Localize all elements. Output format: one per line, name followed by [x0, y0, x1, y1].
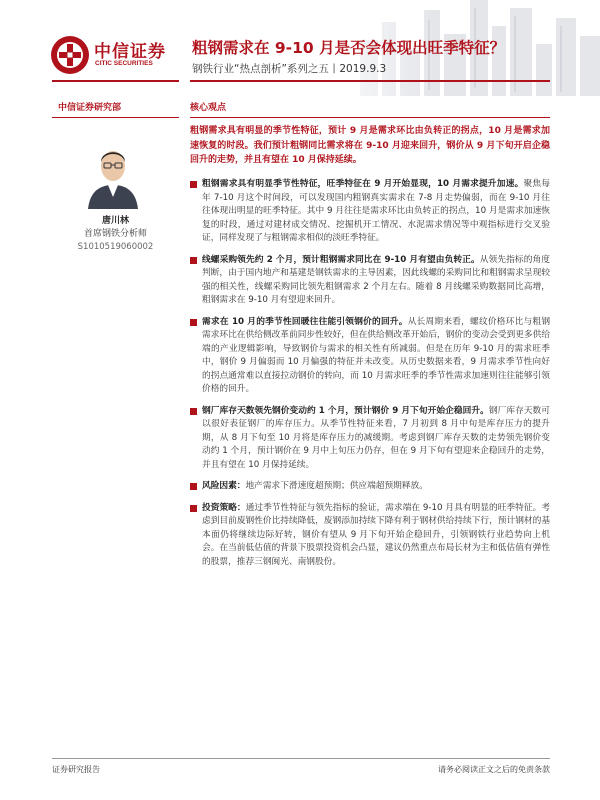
bullet-lead: 粗钢需求具有明显季节性特征，旺季特征在 9 月开始显现，10 月需求提升加速。: [202, 179, 524, 189]
bullet-text: 从领先指标的角度判断，由于国内地产和基建是钢铁需求的主导因素，因此线螺的采购同比和粗钢需求呈现较强的相关性，线螺采购同比领先粗钢需求 2 个月左右。随着 8 月线螺采购数据同比高增，粗钢需求在 9-10 月有望迎来回升。: [202, 254, 550, 305]
bullet-lead: 需求在 10 月的季节性回暖往往能引领钢价的回升。: [202, 316, 408, 327]
core-view-label: 核心观点: [190, 103, 227, 113]
bullet-square-icon: [190, 257, 197, 264]
bullet-item: [190, 405, 550, 473]
header-divider-left: [52, 80, 179, 82]
logo-chinese-text: 中信证券: [94, 42, 166, 62]
citic-logo: [50, 33, 180, 77]
bullet-lead: 线螺采购领先约 2 个月，预计粗钢需求同比在 9-10 月有望由负转正。: [202, 254, 480, 265]
bullet-text: 地产需求下滑速度超预期；供应端超预期释放。: [245, 481, 428, 491]
bullet-lead: 风险因素：: [202, 481, 246, 491]
bullet-item: [190, 178, 550, 246]
bullet-text: 钢厂库存天数可以很好表征钢厂的库存压力。从季节性特征来看，7 月初到 8 月中旬是库存压力的提升期，从 8 月下旬至 10 月将是库存压力的减缓期。考虑到钢厂库存天数的走势领先钢价变动约 1 个月，预计钢价在 9 月中上旬压力仍存，但在 9 月下旬有望迎来企稳回升的走势，并且有望在 10 月保持延续。: [202, 405, 550, 470]
bullet-item: [190, 254, 550, 308]
analyst-info: [52, 215, 179, 254]
analyst-avatar: [84, 137, 142, 209]
bullet-item: [190, 480, 550, 494]
bullet-list: [190, 178, 550, 577]
report-header: [0, 0, 600, 96]
footer-disclaimer-link: 请务必阅读正文之后的免责条款: [438, 765, 550, 774]
report-title: 粗钢需求在 9-10 月是否会体现出旺季特征？: [192, 39, 506, 57]
bullet-text: 通过季节性特征与领先指标的验证，需求端在 9-10 月具有明显的旺季特征。考虑到目前废钢性价比持续降低，废钢添加持续下降有利于钢材供给持续下行，预计钢材的基本面仍将继续边际好转，钢价有望从 9 月下旬开始企稳回升，引领钢铁行业趋势向上机会。在当前低估值的背景下股票投资机会凸显，建议仍然重点布局长材为主和低估值有弹性的股票，推荐三钢闽光、南钢股份。: [202, 502, 551, 567]
bullet-square-icon: [190, 483, 197, 490]
bullet-square-icon: [190, 408, 197, 415]
bullet-text: 聚焦每年 7-10 月这个时间段，可以发现国内粗钢真实需求在 7-8 月走势偏弱，而在 9-10 月往往体现出明显的旺季特征。其中 9 月往往是需求环比由负转正的拐点，10 月是需求加速恢复的时段，通过对建材成交情况、挖掘机开工情况、水泥需求情况等中观指标进行交叉验证，同样发现了与粗钢需求相似的淡旺季特征。: [202, 179, 551, 243]
header-divider-right: [190, 80, 550, 82]
sidebar-section-header: [52, 100, 179, 118]
bullet-square-icon: [190, 505, 197, 512]
bullet-item: [190, 502, 550, 570]
logo-english-text: CITIC SECURITIES: [95, 60, 153, 67]
main-section-header: [190, 100, 550, 118]
main-divider: [190, 117, 550, 118]
footer-divider: [52, 758, 550, 759]
bullet-text: 从长周期来看，螺纹价格环比与粗钢需求环比在供给侧改革前同步性较好，但在供给侧改革开始后，钢价的变动会受到更多供给端的产业逻辑影响，导致钢价与需求的相关性有所减弱。但是在历年 9-10 月的需求旺季中，钢价 9 月偏弱而 10 月偏强的特征并未改变。从历史数据来看，9 月需求季节性向好的拐点通常难以直接拉动钢价的转向，而 10 月需求旺季的季节性需求加速则往往能够引领价格的回升。: [202, 316, 551, 394]
bullet-square-icon: [190, 319, 197, 326]
citic-logo-mark-icon: [50, 35, 90, 75]
bullet-lead: 钢厂库存天数领先钢价变动约 1 个月，预计钢价 9 月下旬开始企稳回升。: [202, 405, 489, 416]
analyst-name: 唐川林: [101, 216, 129, 226]
footer-report-type: 证券研究报告: [52, 765, 100, 774]
analyst-role: 首席钢铁分析师: [83, 229, 147, 239]
bullet-item: [190, 316, 550, 397]
analyst-license-code: S1010519060002: [77, 242, 154, 252]
core-summary: 粗钢需求具有明显的季节性特征，预计 9 月是需求环比由负转正的拐点，10 月是需求加速恢复的时段。我们预计粗钢同比需求将在 9-10 月迎来回升，钢价从 9 月下旬开启企稳回升的走势，并且有望在 10 月保持延续。: [190, 126, 550, 165]
report-subtitle: 钢铁行业“热点剖析”系列之五丨2019.9.3: [192, 63, 387, 75]
bullet-square-icon: [190, 181, 197, 188]
research-dept-label: 中信证券研究部: [58, 103, 122, 113]
sidebar-divider: [52, 117, 179, 118]
bullet-lead: 投资策略：: [202, 502, 246, 513]
